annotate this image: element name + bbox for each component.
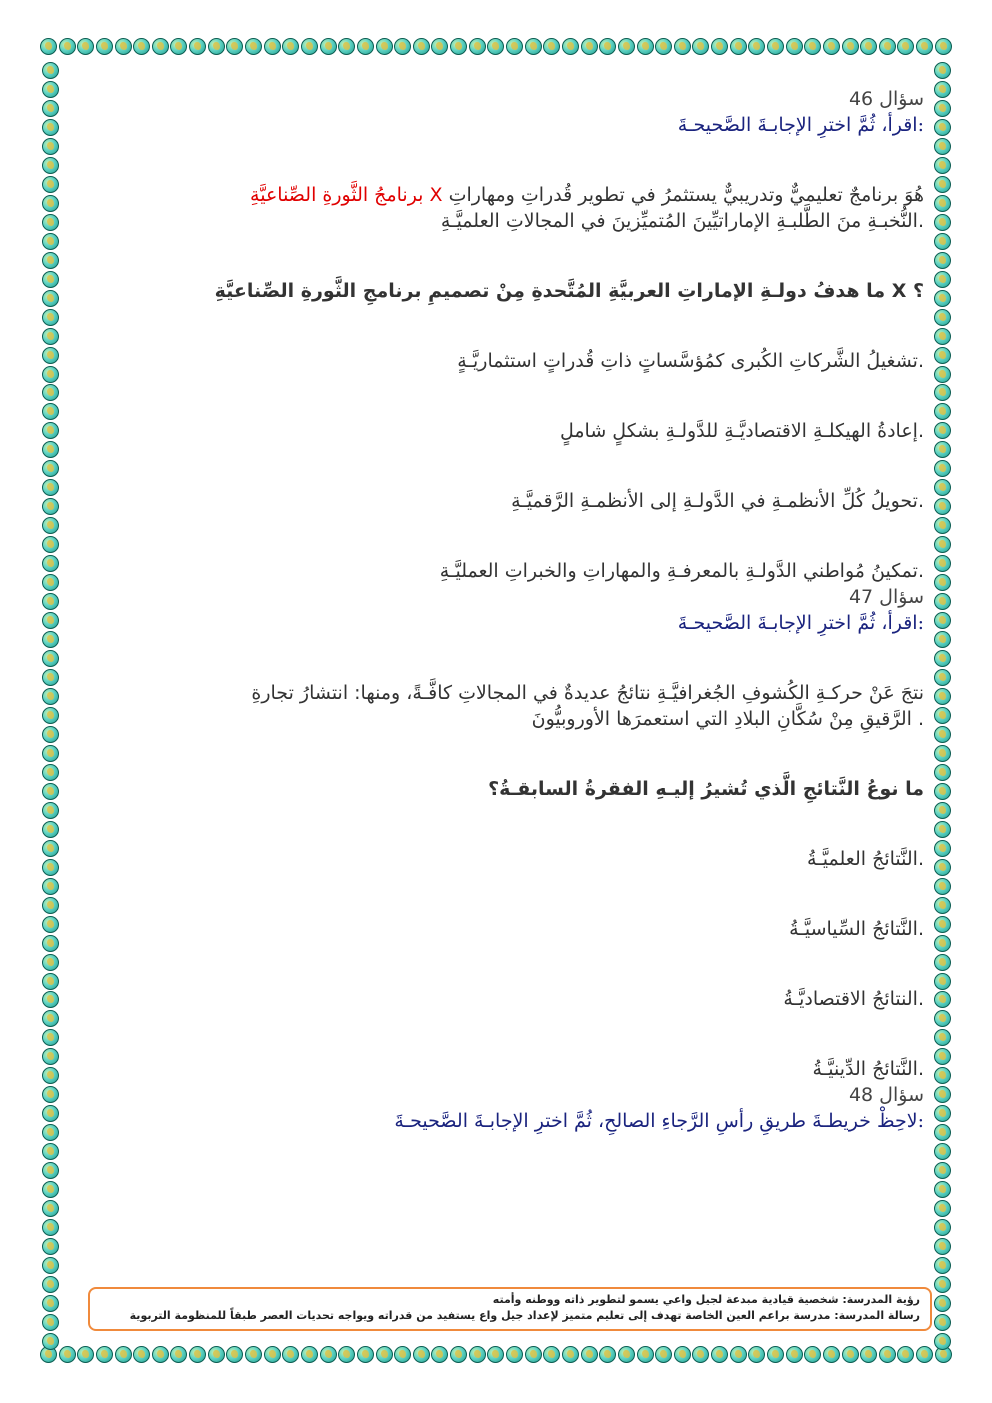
globe-icon bbox=[934, 1143, 951, 1160]
globe-icon bbox=[934, 422, 951, 439]
globe-icon bbox=[320, 38, 337, 55]
globe-icon bbox=[842, 1346, 859, 1363]
globe-icon bbox=[42, 1048, 59, 1065]
school-footer-box bbox=[88, 1287, 932, 1331]
globe-icon bbox=[767, 1346, 784, 1363]
globe-icon bbox=[934, 1181, 951, 1198]
globe-icon bbox=[42, 1029, 59, 1046]
globe-icon bbox=[618, 38, 635, 55]
globe-icon bbox=[934, 707, 951, 724]
globe-icon bbox=[431, 38, 448, 55]
globe-icon bbox=[506, 1346, 523, 1363]
globe-icon bbox=[42, 347, 59, 364]
globe-icon bbox=[42, 62, 59, 79]
globe-icon bbox=[42, 935, 59, 952]
globe-icon bbox=[376, 38, 393, 55]
question-46-option-2[interactable]: .إعادةُ الهيكلـةِ الاقتصاديَّـةِ للدَّولـةِ بشكلٍ شاملٍ bbox=[559, 420, 924, 442]
globe-icon bbox=[934, 688, 951, 705]
globe-icon bbox=[581, 1346, 598, 1363]
globe-icon bbox=[934, 1257, 951, 1274]
globe-icon bbox=[42, 233, 59, 250]
globe-icon bbox=[42, 1257, 59, 1274]
globe-icon bbox=[42, 631, 59, 648]
globe-icon bbox=[934, 271, 951, 288]
question-46-option-3[interactable]: .تحويلُ كُلِّ الأنظمـةِ في الدَّولـةِ إلى الأنظمـةِ الرَّقميَّـةِ bbox=[511, 490, 924, 512]
globe-icon bbox=[934, 859, 951, 876]
globe-icon bbox=[42, 271, 59, 288]
globe-icon bbox=[42, 138, 59, 155]
globe-icon bbox=[189, 1346, 206, 1363]
globe-icon bbox=[934, 764, 951, 781]
globe-icon bbox=[226, 38, 243, 55]
globe-icon bbox=[934, 555, 951, 572]
globe-icon bbox=[42, 1067, 59, 1084]
globe-icon bbox=[226, 1346, 243, 1363]
globe-icon bbox=[934, 138, 951, 155]
globe-icon bbox=[431, 1346, 448, 1363]
globe-icon bbox=[42, 1010, 59, 1027]
globe-icon bbox=[934, 195, 951, 212]
globe-icon bbox=[42, 214, 59, 231]
globe-icon bbox=[77, 1346, 94, 1363]
globe-icon bbox=[42, 916, 59, 933]
globe-icon bbox=[897, 38, 914, 55]
globe-icon bbox=[934, 441, 951, 458]
globe-icon bbox=[245, 1346, 262, 1363]
globe-icon bbox=[42, 100, 59, 117]
globe-icon bbox=[264, 1346, 281, 1363]
globe-icon bbox=[42, 290, 59, 307]
globe-icon bbox=[934, 1086, 951, 1103]
globe-icon bbox=[42, 1143, 59, 1160]
globe-icon bbox=[786, 1346, 803, 1363]
globe-icon bbox=[42, 1333, 59, 1350]
globe-icon bbox=[42, 119, 59, 136]
globe-icon bbox=[934, 916, 951, 933]
globe-icon bbox=[42, 1219, 59, 1236]
globe-icon bbox=[934, 897, 951, 914]
globe-icon bbox=[655, 38, 672, 55]
globe-icon bbox=[934, 1124, 951, 1141]
globe-icon bbox=[934, 100, 951, 117]
globe-icon bbox=[487, 38, 504, 55]
globe-icon bbox=[42, 973, 59, 990]
globe-icon bbox=[934, 1314, 951, 1331]
globe-icon bbox=[934, 802, 951, 819]
globe-icon bbox=[42, 821, 59, 838]
globe-icon bbox=[42, 309, 59, 326]
globe-icon bbox=[934, 309, 951, 326]
globe-icon bbox=[934, 252, 951, 269]
globe-icon bbox=[711, 1346, 728, 1363]
globe-icon bbox=[934, 650, 951, 667]
question-46-number: سؤال 46 bbox=[848, 88, 924, 110]
globe-icon bbox=[152, 1346, 169, 1363]
globe-icon bbox=[42, 366, 59, 383]
globe-icon bbox=[934, 460, 951, 477]
globe-icon bbox=[543, 1346, 560, 1363]
globe-icon bbox=[599, 1346, 616, 1363]
border-top bbox=[40, 38, 952, 60]
globe-icon bbox=[208, 38, 225, 55]
globe-icon bbox=[42, 1200, 59, 1217]
globe-icon bbox=[42, 536, 59, 553]
globe-icon bbox=[189, 38, 206, 55]
globe-icon bbox=[934, 479, 951, 496]
globe-icon bbox=[934, 1333, 951, 1350]
globe-icon bbox=[525, 1346, 542, 1363]
question-47-option-3[interactable]: .النتائجُ الاقتصاديَّـةُ bbox=[783, 988, 924, 1010]
globe-icon bbox=[934, 214, 951, 231]
globe-icon bbox=[786, 38, 803, 55]
school-vision: رؤية المدرسة: شخصية قيادية مبدعة لجيل واعي يسمو لتطوير ذاته ووطنه وأمته bbox=[492, 1293, 920, 1306]
globe-icon bbox=[42, 422, 59, 439]
globe-icon bbox=[152, 38, 169, 55]
globe-icon bbox=[934, 403, 951, 420]
globe-icon bbox=[730, 1346, 747, 1363]
globe-icon bbox=[40, 38, 57, 55]
school-mission: رسالة المدرسة: مدرسة براعم العين الخاصة تهدف إلى تعليم متميز لإعداد جيل واع يستفيد من قدراته ويواجه تحديات العصر طبقاً للمنظومة التربوية bbox=[129, 1309, 920, 1322]
globe-icon bbox=[767, 38, 784, 55]
globe-icon bbox=[934, 328, 951, 345]
question-46-passage-line2: .النُّخبـةِ منَ الطَّلبـةِ الإماراتيِّينَ المُتميِّزينَ في المجالاتِ العلميَّـةِ bbox=[440, 210, 924, 232]
globe-icon bbox=[42, 176, 59, 193]
globe-icon bbox=[916, 38, 933, 55]
globe-icon bbox=[934, 157, 951, 174]
globe-icon bbox=[394, 38, 411, 55]
globe-icon bbox=[42, 991, 59, 1008]
globe-icon bbox=[376, 1346, 393, 1363]
globe-icon bbox=[934, 498, 951, 515]
globe-icon bbox=[637, 38, 654, 55]
globe-icon bbox=[59, 38, 76, 55]
globe-icon bbox=[42, 1295, 59, 1312]
globe-icon bbox=[934, 991, 951, 1008]
globe-icon bbox=[934, 783, 951, 800]
globe-icon bbox=[934, 1238, 951, 1255]
question-47-instruction: :اقرأ، ثُمَّ اخترِ الإجابـةَ الصَّحيحـةَ bbox=[677, 612, 924, 634]
globe-icon bbox=[42, 1181, 59, 1198]
globe-icon bbox=[879, 38, 896, 55]
globe-icon bbox=[934, 1029, 951, 1046]
globe-icon bbox=[934, 119, 951, 136]
globe-icon bbox=[77, 38, 94, 55]
border-right bbox=[934, 62, 956, 1350]
globe-icon bbox=[42, 479, 59, 496]
globe-icon bbox=[42, 745, 59, 762]
globe-icon bbox=[934, 81, 951, 98]
globe-icon bbox=[674, 38, 691, 55]
worksheet-content bbox=[70, 86, 924, 1134]
globe-icon bbox=[42, 612, 59, 629]
globe-icon bbox=[42, 1238, 59, 1255]
globe-icon bbox=[581, 38, 598, 55]
globe-icon bbox=[42, 1124, 59, 1141]
globe-icon bbox=[543, 38, 560, 55]
globe-icon bbox=[692, 38, 709, 55]
globe-icon bbox=[42, 726, 59, 743]
globe-icon bbox=[934, 1276, 951, 1293]
globe-icon bbox=[357, 1346, 374, 1363]
globe-icon bbox=[487, 1346, 504, 1363]
globe-icon bbox=[413, 1346, 430, 1363]
globe-icon bbox=[170, 38, 187, 55]
question-47-option-2[interactable]: .النَّتائجُ السِّياسيَّـةُ bbox=[789, 918, 924, 940]
globe-icon bbox=[934, 517, 951, 534]
question-46-prompt: ؟ X ما هدفُ دولـةِ الإماراتِ العربيَّةِ المُتَّحدةِ مِنْ تصميمِ برنامجِ الثَّورةِ الصِّناعيَّةِ bbox=[214, 280, 924, 302]
globe-icon bbox=[42, 328, 59, 345]
globe-icon bbox=[934, 1105, 951, 1122]
globe-icon bbox=[934, 745, 951, 762]
passage-text: هُوَ برنامجٌ تعليميٌّ وتدريبيٌّ يستثمرُ في تطوير قُدراتِ ومهاراتِ bbox=[442, 184, 924, 206]
globe-icon bbox=[42, 460, 59, 477]
globe-icon bbox=[96, 1346, 113, 1363]
globe-icon bbox=[934, 1048, 951, 1065]
globe-icon bbox=[42, 650, 59, 667]
globe-icon bbox=[42, 1276, 59, 1293]
globe-icon bbox=[301, 1346, 318, 1363]
globe-icon bbox=[42, 441, 59, 458]
globe-icon bbox=[934, 1067, 951, 1084]
globe-icon bbox=[42, 669, 59, 686]
globe-icon bbox=[934, 726, 951, 743]
globe-icon bbox=[655, 1346, 672, 1363]
globe-icon bbox=[42, 1086, 59, 1103]
globe-icon bbox=[42, 252, 59, 269]
globe-icon bbox=[42, 157, 59, 174]
globe-icon bbox=[934, 347, 951, 364]
globe-icon bbox=[42, 498, 59, 515]
globe-icon bbox=[562, 38, 579, 55]
globe-icon bbox=[879, 1346, 896, 1363]
question-47-passage-line1: نتجَ عَنْ حركـةِ الكُشوفِ الجُغرافيَّـةِ نتائجُ عديدةٌ في المجالاتِ كافَّـةً، ومنها: انتشارُ تجارةِ bbox=[251, 682, 924, 704]
globe-icon bbox=[469, 1346, 486, 1363]
globe-icon bbox=[804, 1346, 821, 1363]
question-47-number: سؤال 47 bbox=[848, 586, 924, 608]
globe-icon bbox=[320, 1346, 337, 1363]
globe-icon bbox=[934, 536, 951, 553]
globe-icon bbox=[897, 1346, 914, 1363]
globe-icon bbox=[934, 366, 951, 383]
globe-icon bbox=[934, 1162, 951, 1179]
globe-icon bbox=[934, 935, 951, 952]
globe-icon bbox=[42, 384, 59, 401]
globe-icon bbox=[357, 38, 374, 55]
globe-icon bbox=[934, 669, 951, 686]
globe-icon bbox=[133, 38, 150, 55]
program-name-highlight: X برنامجُ الثَّورةِ الصِّناعيَّةِ bbox=[250, 184, 443, 206]
globe-icon bbox=[562, 1346, 579, 1363]
globe-icon bbox=[934, 878, 951, 895]
globe-icon bbox=[42, 1105, 59, 1122]
border-left bbox=[42, 62, 64, 1350]
globe-icon bbox=[934, 384, 951, 401]
globe-icon bbox=[748, 1346, 765, 1363]
globe-icon bbox=[394, 1346, 411, 1363]
question-46-option-4[interactable]: .تمكينُ مُواطني الدَّولـةِ بالمعرفـةِ والمهاراتِ والخبراتِ العمليَّـةِ bbox=[439, 560, 924, 582]
globe-icon bbox=[245, 38, 262, 55]
question-48-number: سؤال 48 bbox=[848, 1084, 924, 1106]
globe-icon bbox=[42, 840, 59, 857]
globe-icon bbox=[934, 233, 951, 250]
globe-icon bbox=[42, 802, 59, 819]
globe-icon bbox=[692, 1346, 709, 1363]
globe-icon bbox=[42, 574, 59, 591]
globe-icon bbox=[860, 38, 877, 55]
globe-icon bbox=[42, 1314, 59, 1331]
globe-icon bbox=[115, 38, 132, 55]
globe-icon bbox=[711, 38, 728, 55]
globe-icon bbox=[748, 38, 765, 55]
globe-icon bbox=[338, 38, 355, 55]
globe-icon bbox=[916, 1346, 933, 1363]
globe-icon bbox=[133, 1346, 150, 1363]
question-47-option-1[interactable]: .النَّتائجُ العلميَّـةُ bbox=[807, 848, 924, 870]
globe-icon bbox=[934, 290, 951, 307]
globe-icon bbox=[506, 38, 523, 55]
globe-icon bbox=[208, 1346, 225, 1363]
border-bottom bbox=[40, 1346, 952, 1368]
globe-icon bbox=[450, 1346, 467, 1363]
globe-icon bbox=[264, 38, 281, 55]
globe-icon bbox=[934, 62, 951, 79]
globe-icon bbox=[413, 38, 430, 55]
globe-icon bbox=[42, 555, 59, 572]
globe-icon bbox=[934, 1010, 951, 1027]
question-46-option-1[interactable]: .تشغيلُ الشَّركاتِ الكُبرى كمُؤسَّساتٍ ذاتِ قُدراتٍ استثماريَّـةٍ bbox=[457, 350, 924, 372]
globe-icon bbox=[599, 38, 616, 55]
globe-icon bbox=[338, 1346, 355, 1363]
globe-icon bbox=[42, 764, 59, 781]
question-47-prompt: ما نوعُ النَّتائجِ الَّذي تُشيرُ إليـهِ الفقرةُ السابقـةُ؟ bbox=[488, 778, 924, 800]
globe-icon bbox=[42, 1162, 59, 1179]
globe-icon bbox=[730, 38, 747, 55]
globe-icon bbox=[115, 1346, 132, 1363]
globe-icon bbox=[934, 593, 951, 610]
globe-icon bbox=[618, 1346, 635, 1363]
question-48-instruction: :لاحِظْ خريطـةَ طريقِ رأسِ الرَّجاءِ الصالحِ، ثُمَّ اخترِ الإجابـةَ الصَّحيحـةَ bbox=[394, 1110, 924, 1132]
question-46-passage-line1 bbox=[70, 182, 924, 208]
question-47-passage-line2: . الرَّقيقِ مِنْ سُكَّانِ البلادِ التي استعمرَها الأوروبيُّونَ bbox=[531, 708, 924, 730]
globe-icon bbox=[934, 973, 951, 990]
globe-icon bbox=[934, 612, 951, 629]
globe-icon bbox=[934, 1200, 951, 1217]
globe-icon bbox=[934, 954, 951, 971]
globe-icon bbox=[42, 593, 59, 610]
globe-icon bbox=[525, 38, 542, 55]
globe-icon bbox=[42, 195, 59, 212]
globe-icon bbox=[934, 821, 951, 838]
globe-icon bbox=[637, 1346, 654, 1363]
question-47-option-4[interactable]: .النَّتائجُ الدِّينيَّـةُ bbox=[812, 1058, 924, 1080]
globe-icon bbox=[860, 1346, 877, 1363]
globe-icon bbox=[804, 38, 821, 55]
globe-icon bbox=[842, 38, 859, 55]
globe-icon bbox=[935, 38, 952, 55]
globe-icon bbox=[450, 38, 467, 55]
globe-icon bbox=[42, 517, 59, 534]
globe-icon bbox=[42, 954, 59, 971]
globe-icon bbox=[42, 688, 59, 705]
globe-icon bbox=[674, 1346, 691, 1363]
globe-icon bbox=[42, 783, 59, 800]
globe-icon bbox=[42, 403, 59, 420]
question-46-instruction: :اقرأ، ثُمَّ اخترِ الإجابـةَ الصَّحيحـةَ bbox=[677, 114, 924, 136]
globe-icon bbox=[934, 631, 951, 648]
globe-icon bbox=[96, 38, 113, 55]
globe-icon bbox=[934, 176, 951, 193]
globe-icon bbox=[42, 81, 59, 98]
globe-icon bbox=[42, 897, 59, 914]
globe-icon bbox=[42, 878, 59, 895]
globe-icon bbox=[469, 38, 486, 55]
globe-icon bbox=[282, 38, 299, 55]
globe-icon bbox=[823, 1346, 840, 1363]
globe-icon bbox=[42, 859, 59, 876]
globe-icon bbox=[934, 1219, 951, 1236]
globe-icon bbox=[170, 1346, 187, 1363]
globe-icon bbox=[282, 1346, 299, 1363]
globe-icon bbox=[934, 840, 951, 857]
globe-icon bbox=[823, 38, 840, 55]
globe-icon bbox=[42, 707, 59, 724]
globe-icon bbox=[301, 38, 318, 55]
globe-icon bbox=[934, 1295, 951, 1312]
globe-icon bbox=[934, 574, 951, 591]
